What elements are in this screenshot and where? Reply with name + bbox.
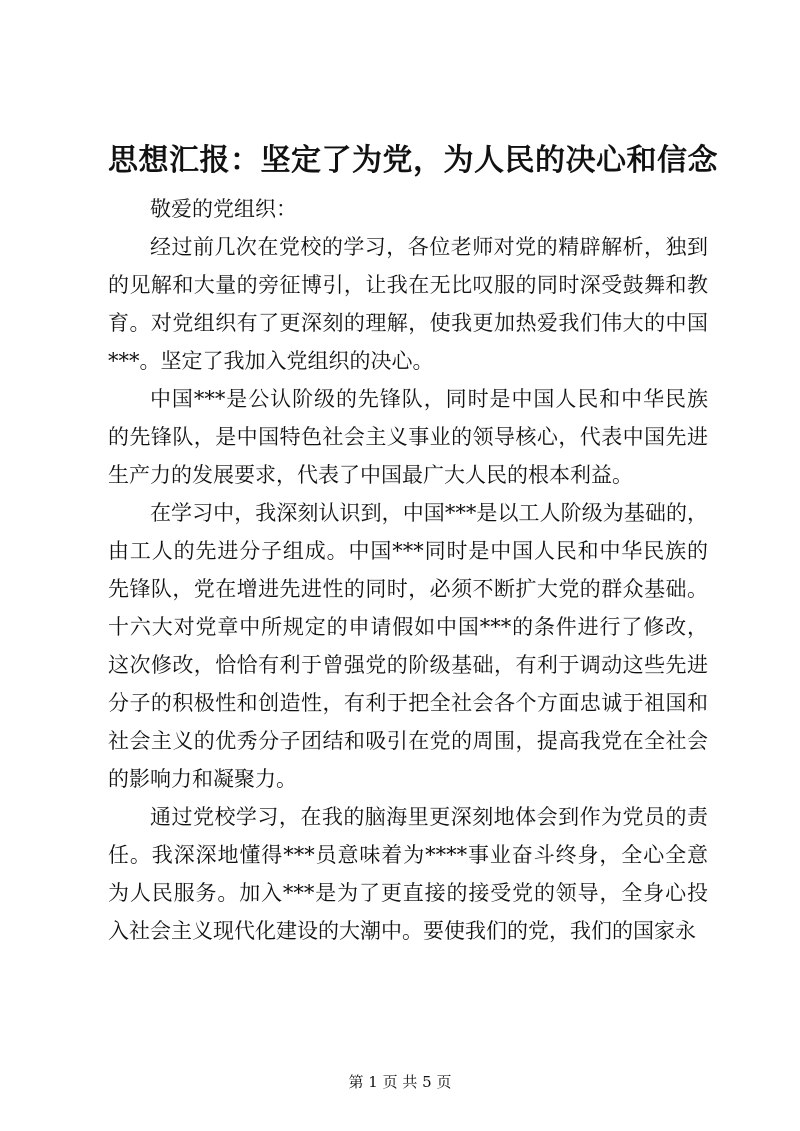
document-body	[108, 190, 708, 950]
paragraph	[108, 494, 708, 798]
paragraph-line: 敬爱的党组织：	[150, 197, 297, 221]
paragraph-line: 为人民服务。加入***是为了更直接的接受党的领导，全身心投	[108, 881, 708, 905]
paragraph-line: 中国***是公认阶级的先锋队，同时是中国人民和中华民族	[150, 387, 708, 411]
page-footer: 第 1 页 共 5 页	[348, 1073, 452, 1091]
paragraph	[108, 228, 708, 380]
paragraph	[108, 798, 708, 950]
paragraph-line: 的先锋队，是中国特色社会主义事业的领导核心，代表中国先进	[108, 425, 708, 449]
paragraph-line: 入社会主义现代化建设的大潮中。要使我们的党，我们的国家永	[108, 919, 696, 943]
document-title: 思想汇报：坚定了为党，为人民的决心和信念	[108, 143, 718, 178]
paragraph-line: 十六大对党章中所规定的申请假如中国***的条件进行了修改，	[108, 615, 708, 639]
paragraph-line: 这次修改，恰恰有利于曾强党的阶级基础，有利于调动这些先进	[108, 653, 708, 677]
paragraph-line: 由工人的先进分子组成。中国***同时是中国人民和中华民族的	[108, 539, 708, 563]
paragraph-line: 育。对党组织有了更深刻的理解，使我更加热爱我们伟大的中国	[108, 311, 708, 335]
paragraph-line: 社会主义的优秀分子团结和吸引在党的周围，提高我党在全社会	[108, 729, 708, 753]
paragraph	[108, 190, 708, 228]
paragraph-line: 生产力的发展要求，代表了中国最广大人民的根本利益。	[108, 463, 633, 487]
paragraph-line: 先锋队，党在增进先进性的同时，必须不断扩大党的群众基础。	[108, 577, 708, 601]
paragraph-line: 任。我深深地懂得***员意味着为****事业奋斗终身，全心全意	[108, 843, 708, 867]
paragraph-line: 的见解和大量的旁征博引，让我在无比叹服的同时深受鼓舞和教	[108, 273, 708, 297]
paragraph-line: 的影响力和凝聚力。	[108, 767, 297, 791]
paragraph-line: 分子的积极性和创造性，有利于把全社会各个方面忠诚于祖国和	[108, 691, 708, 715]
paragraph	[108, 380, 708, 494]
paragraph-line: 经过前几次在党校的学习，各位老师对党的精辟解析，独到	[150, 235, 708, 259]
paragraph-line: ***。坚定了我加入党组织的决心。	[108, 349, 434, 373]
paragraph-line: 通过党校学习，在我的脑海里更深刻地体会到作为党员的责	[150, 805, 708, 829]
paragraph-line: 在学习中，我深刻认识到，中国***是以工人阶级为基础的，	[150, 501, 708, 525]
